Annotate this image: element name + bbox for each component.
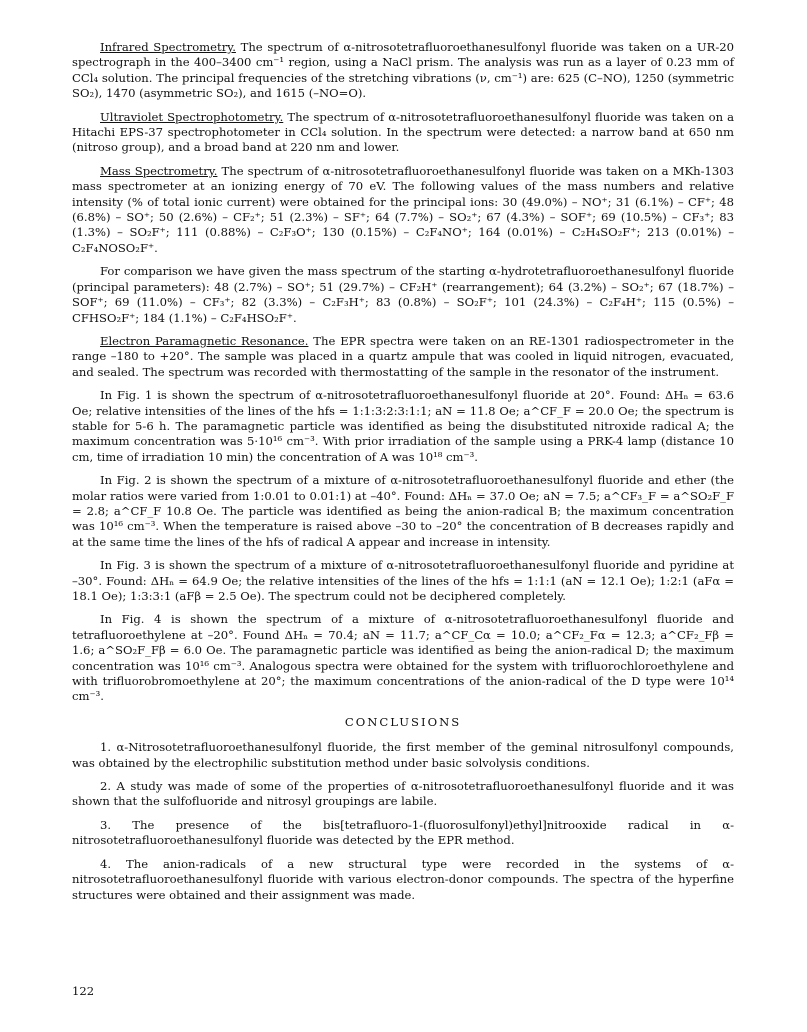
paragraph-fig3	[72, 558, 734, 604]
paragraph-fig4	[72, 612, 734, 704]
text-infrared: The spectrum of α-nitrosotetrafluoroethanesulfonyl fluoride was taken on a UR-20 spectrograph in the 400–3400 cm⁻¹ region, using a NaCl prism. The analysis was run as a layer of 0.23 mm of CCl₄ solution. The principal frequencies of the stretching vibrations (ν, cm⁻¹) are: 625 (C–NO), 1250 (symmetric SO₂), 1470 (asymmetric SO₂), and 1615 (–NO=O).	[72, 40, 734, 101]
article-body	[72, 40, 734, 911]
heading-mass: Mass Spectrometry.	[100, 163, 218, 178]
heading-infrared: Infrared Spectrometry.	[100, 40, 236, 54]
conclusion-item: 3. The presence of the bis[tetrafluoro-1-(fluorosulfonyl)ethyl]nitrooxide radical in α-nitrosotetrafluoroethanesulfonyl fluoride was detected by the EPR method.	[72, 817, 734, 848]
heading-epr: Electron Paramagnetic Resonance.	[100, 333, 309, 348]
text-epr: The EPR spectra were taken on an RE-1301 radiospectrometer in the range –180 to +20°. The sample was placed in a quartz ampule that was cooled in liquid nitrogen, evacuated, and sealed. The spectrum was recorded with thermostatting of the sample in the resonator of the instrument.	[72, 333, 734, 379]
conclusion-item: 2. A study was made of some of the properties of α-nitrosotetrafluoroethanesulfonyl fluoride and it was shown that the sulfofluoride and nitrosyl groupings are labile.	[72, 779, 734, 809]
page-number: 122	[72, 984, 95, 998]
conclusion-item: 1. α-Nitrosotetrafluoroethanesulfonyl fluoride, the first member of the geminal nitrosulfonyl compounds, was obtained by the electrophilic substitution method under basic solvolysis conditions.	[72, 740, 734, 770]
conclusions-title: CONCLUSIONS	[344, 714, 462, 729]
text-fig2: In Fig. 2 is shown the spectrum of a mixture of α-nitrosotetrafluoroethanesulfonyl fluoride and ether (the molar ratios were varied from 1:0.01 to 0.01:1) at –40°. Found: ΔHₙ = 37.0 Oe; aN = 7.5; a^CF₃_F = a^SO₂F_F = 2.8; a^CF_F 10.8 Oe. The particle was identified as being the anion-radical B; the maximum concentration was 10¹⁶ cm⁻³. When the temperature is raised above –30 to –20° the concentration of B decreases rapidly and at the same time the lines of the hfs of radical A appear and increase in intensity.	[72, 473, 734, 549]
paragraph-fig1	[72, 388, 734, 465]
text-fig4: In Fig. 4 is shown the spectrum of a mixture of α-nitrosotetrafluoroethanesulfonyl fluoride and tetrafluoroethylene at –20°. Found ΔHₙ = 70.4; aN = 11.7; a^CF_Cα = 10.0; a^CF₂_Fα = 12.3; a^CF₂_Fβ = 1.6; a^SO₂F_Fβ = 6.0 Oe. The paramagnetic particle was identified as being the anion-radical D; the maximum concentration was 10¹⁶ cm⁻³. Analogous spectra were obtained for the system with trifluorochloroethylene and with trifluorobromoethylene at 20°; the maximum concentrations of the anion-radical of the D type were 10¹⁴ cm⁻³.	[72, 612, 734, 704]
text-fig1: In Fig. 1 is shown the spectrum of α-nitrosotetrafluoroethanesulfonyl fluoride at 20°. Found: ΔHₙ = 63.6 Oe; relative intensities of the lines of the hfs = 1:1:3:2:3:1:1; aN = 11.8 Oe; a^CF_F = 20.0 Oe; the spectrum is stable for 5-6 h. The paramagnetic particle was identified as being the disubstituted nitroxide radical A; the maximum concentration was 5·10¹⁶ cm⁻³. With prior irradiation of the sample using a PRK-4 lamp (distance 10 cm, time of irradiation 10 min) the concentration of A was 10¹⁸ cm⁻³.	[72, 388, 734, 464]
text-fig3: In Fig. 3 is shown the spectrum of a mixture of α-nitrosotetrafluoroethanesulfonyl fluoride and pyridine at –30°. Found: ΔHₙ = 64.9 Oe; the relative intensities of the lines of the hfs = 1:1:1 (aN = 12.1 Oe); 1:2:1 (aFα = 18.1 Oe); 1:3:3:1 (aFβ = 2.5 Oe). The spectrum could not be deciphered completely.	[72, 558, 734, 603]
paragraph-fig2	[72, 473, 734, 550]
paragraph-epr	[72, 334, 734, 380]
paragraph-ultraviolet	[72, 110, 734, 156]
paragraph-infrared	[72, 40, 734, 102]
paragraph-mass	[72, 164, 734, 256]
text-mass: The spectrum of α-nitrosotetrafluoroethanesulfonyl fluoride was taken on a MKh-1303 mass spectrometer at an ionizing energy of 70 eV. The following values of the mass numbers and relative intensity (% of total ionic current) were obtained for the principal ions: 30 (49.0%) – NO⁺; 31 (6.1%) – CF⁺; 48 (6.8%) – SO⁺; 50 (2.6%) – CF₂⁺; 51 (2.3%) – SF⁺; 64 (7.7%) – SO₂⁺; 67 (4.3%) – SOF⁺; 69 (10.5%) – CF₃⁺; 83 (1.3%) – SO₂F⁺; 111 (0.88%) – C₂F₃O⁺; 130 (0.15%) – C₂F₄NO⁺; 164 (0.01%) – C₂H₄SO₂F⁺; 213 (0.01%) – C₂F₄NOSO₂F⁺.	[72, 163, 734, 255]
text-comparison: For comparison we have given the mass spectrum of the starting α-hydrotetrafluoroethanesulfonyl fluoride (principal parameters): 48 (2.7%) – SO⁺; 51 (29.7%) – CF₂H⁺ (rearrangement); 64 (3.2%) – SO₂⁺; 67 (18.7%) – SOF⁺; 69 (11.0%) – CF₃⁺; 82 (3.3%) – C₂F₃H⁺; 83 (0.8%) – SO₂F⁺; 101 (24.3%) – C₂F₄H⁺; 115 (0.5%) – CFHSO₂F⁺; 184 (1.1%) – C₂F₄HSO₂F⁺.	[72, 264, 734, 325]
conclusion-item: 4. The anion-radicals of a new structural type were recorded in the systems of α-nitrosotetrafluoroethanesulfonyl fluoride with various electron-donor compounds. The spectra of the hyperfine structures were obtained and their assignment was made.	[72, 856, 734, 902]
paragraph-comparison	[72, 264, 734, 326]
heading-ultraviolet: Ultraviolet Spectrophotometry.	[100, 109, 284, 124]
text-ultraviolet: The spectrum of α-nitrosotetrafluoroethanesulfonyl fluoride was taken on a Hitachi EPS-37 spectrophotometer in CCl₄ solution. In the spectrum were detected: a narrow band at 650 nm (nitroso group), and a broad band at 220 nm and lower.	[72, 109, 735, 155]
